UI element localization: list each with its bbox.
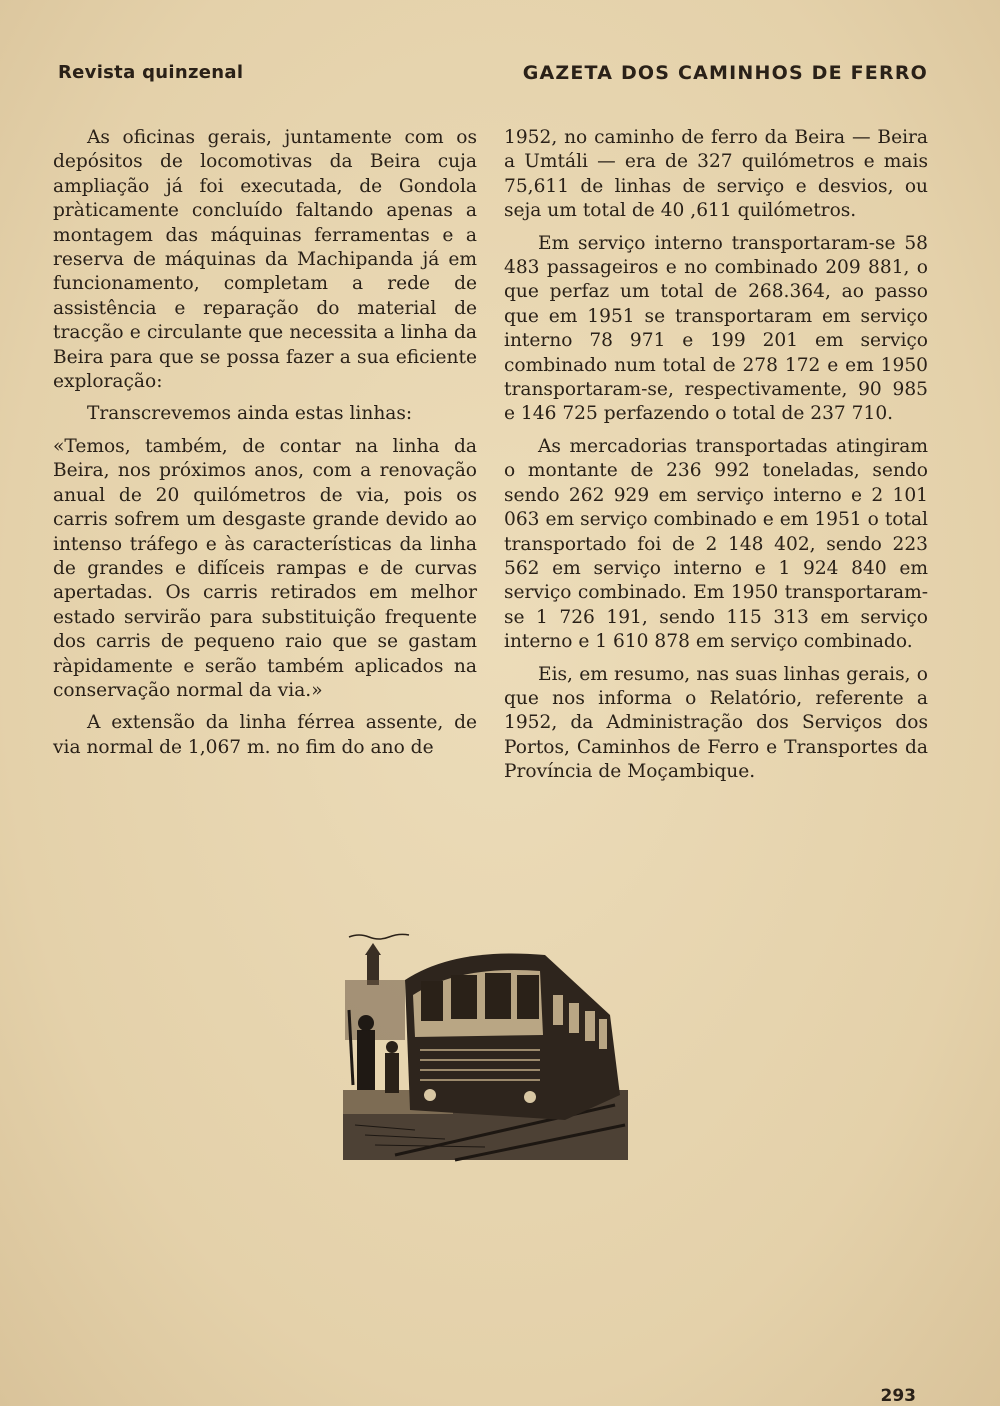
- running-header-left: Revista quinzenal: [58, 62, 244, 83]
- railcar-illustration: [335, 925, 630, 1165]
- left-column: [53, 126, 477, 768]
- right-column: [504, 126, 928, 793]
- paragraph-oficinas: As oficinas gerais, juntamente com os depósitos de locomotivas da Beira cuja ampliação já foi executada, de Gondola pràticamente concluído faltando apenas a montagem das máquinas ferramentas e a reserva de máquinas da Machipanda já em funcionamento, completam a rede de assistência e reparação do material de tracção e circulante que necessita a linha da Beira para que se possa fazer a sua eficiente exploração:: [53, 127, 477, 393]
- page-number: 293: [880, 1386, 916, 1406]
- paragraph-transcrevemos: Transcrevemos ainda estas linhas:: [87, 403, 413, 425]
- running-header-right: GAZETA DOS CAMINHOS DE FERRO: [522, 62, 928, 84]
- paragraph-mercadorias: As mercadorias transportadas atingiram o montante de 236 992 toneladas, sendo sendo 262 929 em serviço interno e 2 101 063 em serviço combinado e em 1951 o total transportado foi de 2 148 402, sendo 223 562 em serviço interno e 1 924 840 em serviço combinado. Em 1950 transportaram-se 1 726 191, sendo 115 313 em serviço interno e 1 610 878 em serviço combinado.: [504, 435, 928, 653]
- paragraph-quote: «Temos, também, de contar na linha da Beira, nos próximos anos, com a renovação anual de 20 quilómetros de via, pois os carris sofrem um desgaste grande devido ao intenso tráfego e às características da linha de grandes e difíceis rampas e de curvas apertadas. Os carris retirados em melhor estado servirão para substituição frequente dos carris de pequeno raio que se gastam ràpidamente e serão também aplicados na conservação normal da via.»: [53, 435, 477, 701]
- paragraph-resumo: Eis, em resumo, nas suas linhas gerais, o que nos informa o Relatório, referente a 1952, da Administração dos Serviços dos Portos, Caminhos de Ferro e Transportes da Província de Moçambique.: [504, 663, 928, 783]
- paragraph-extensao: A extensão da linha férrea assente, de via normal de 1,067 m. no fim do ano de: [53, 712, 477, 758]
- paragraph-passageiros: Em serviço interno transportaram-se 58 483 passageiros e no combinado 209 881, o que perfaz um total de 268.364, ao passo que em 1951 se transportaram em serviço interno 78 971 e 199 201 em serviço combinado num total de 278 172 e em 1950 transportaram-se, respectivamente, 90 985 e 146 725 perfazendo o total de 237 710.: [504, 232, 928, 425]
- paragraph-extensao-cont: 1952, no caminho de ferro da Beira — Beira a Umtáli — era de 327 quilómetros e mais 75,611 de linhas de serviço e desvios, ou seja um total de 40 ,611 quilómetros.: [504, 127, 928, 222]
